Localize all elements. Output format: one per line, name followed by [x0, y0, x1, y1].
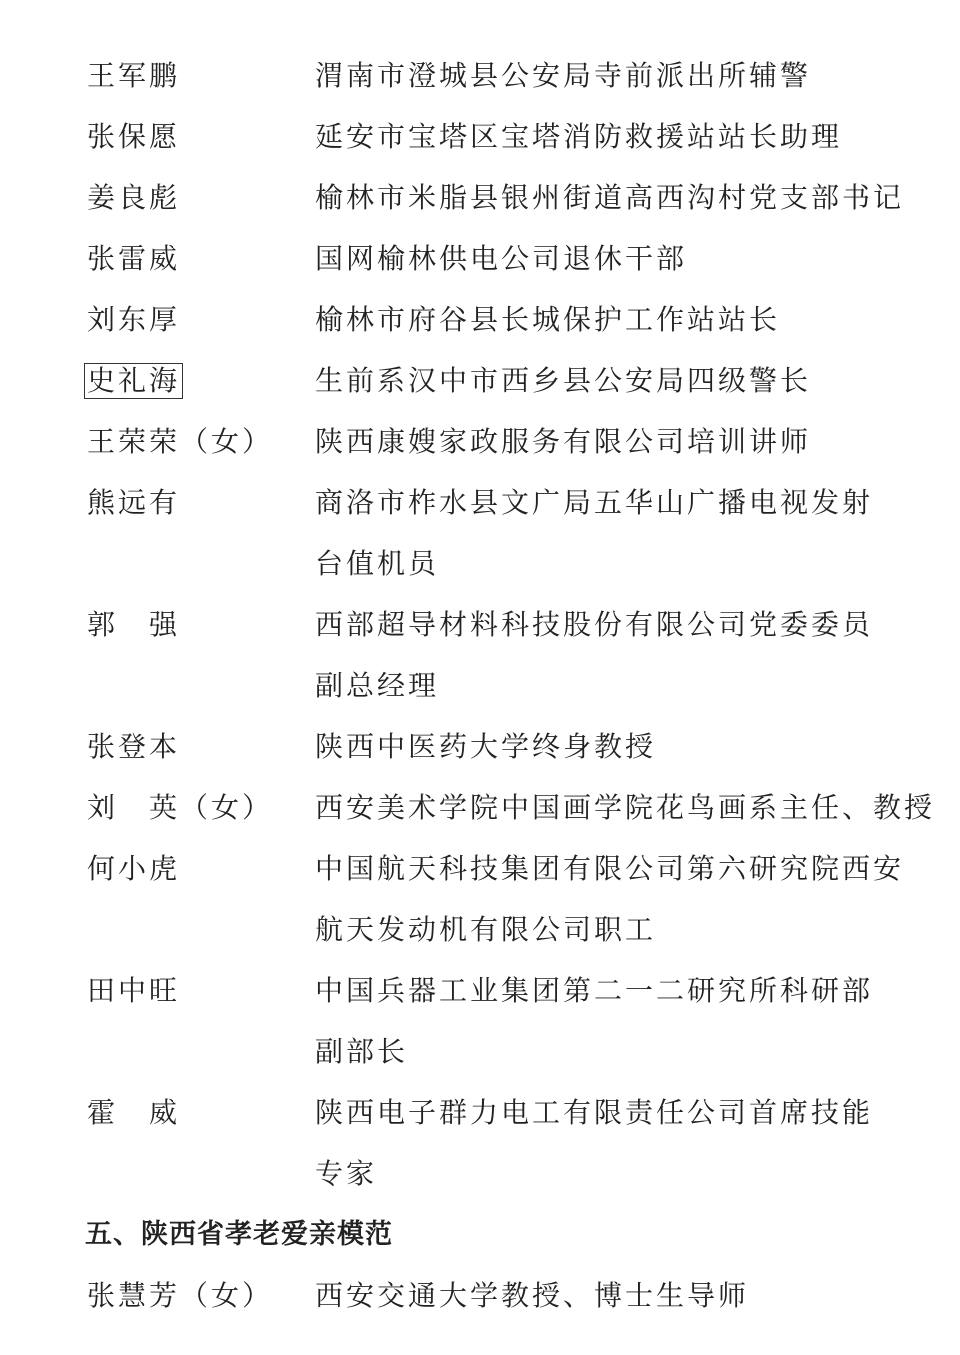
honoree-name-text: 王荣荣（女）	[87, 425, 274, 458]
honoree-name	[87, 289, 180, 350]
honoree-description: 西部超导材料科技股份有限公司党委委员	[315, 608, 874, 641]
list-item	[0, 350, 960, 411]
list-item	[0, 777, 960, 838]
honoree-name-text: 王军鹏	[87, 59, 181, 92]
honoree-name	[87, 1265, 273, 1326]
honoree-name-text: 姜良彪	[87, 181, 181, 214]
honoree-name-text: 熊远有	[87, 486, 181, 519]
honoree-name-text: 张慧芳（女）	[87, 1279, 274, 1312]
honoree-name-text: 史礼海	[84, 363, 183, 399]
honoree-description: 陕西康嫂家政服务有限公司培训讲师	[315, 425, 812, 458]
honoree-name-text: 田中旺	[87, 974, 181, 1007]
honoree-description: 陕西电子群力电工有限责任公司首席技能	[315, 1096, 874, 1129]
honoree-description: 台值机员	[315, 547, 440, 580]
document-page	[0, 45, 960, 1326]
honoree-description: 中国兵器工业集团第二一二研究所科研部	[315, 974, 874, 1007]
section-heading: 五、陕西省孝老爱亲模范	[85, 1219, 393, 1250]
honoree-name	[87, 716, 180, 777]
honoree-name	[87, 960, 180, 1021]
list-item	[0, 472, 960, 594]
list-item	[0, 228, 960, 289]
honoree-name-text: 何小虎	[87, 852, 181, 885]
honoree-name	[87, 228, 180, 289]
honoree-description: 西安美术学院中国画学院花鸟画系主任、教授	[315, 791, 936, 824]
honoree-name	[87, 167, 180, 228]
list-item	[0, 594, 960, 716]
list-item	[0, 167, 960, 228]
honoree-description: 副总经理	[315, 669, 440, 702]
honoree-name-text: 刘东厚	[87, 303, 181, 336]
honoree-description: 商洛市柞水县文广局五华山广播电视发射	[315, 486, 874, 519]
honoree-description: 榆林市府谷县长城保护工作站站长	[315, 303, 781, 336]
honoree-list-section-5	[0, 1265, 960, 1326]
honoree-description: 渭南市澄城县公安局寺前派出所辅警	[315, 59, 812, 92]
honoree-name-text: 张保愿	[87, 120, 181, 153]
honoree-name	[87, 106, 180, 167]
honoree-description: 生前系汉中市西乡县公安局四级警长	[315, 364, 812, 397]
honoree-description: 榆林市米脂县银州街道高西沟村党支部书记	[315, 181, 905, 214]
honoree-name	[87, 45, 180, 106]
honoree-description: 中国航天科技集团有限公司第六研究院西安	[315, 852, 905, 885]
honoree-description: 陕西中医药大学终身教授	[315, 730, 657, 763]
honoree-name	[87, 411, 273, 472]
list-item	[0, 1082, 960, 1204]
list-item	[0, 106, 960, 167]
list-item	[0, 838, 960, 960]
honoree-name-text: 霍 威	[87, 1096, 181, 1129]
honoree-description: 专家	[315, 1157, 378, 1190]
list-item	[0, 716, 960, 777]
honoree-name	[87, 350, 183, 411]
honoree-description: 国网榆林供电公司退休干部	[315, 242, 688, 275]
list-item	[0, 960, 960, 1082]
honoree-name	[87, 594, 180, 655]
honoree-name	[87, 838, 180, 899]
honoree-description: 航天发动机有限公司职工	[315, 913, 657, 946]
honoree-name	[87, 1082, 180, 1143]
list-item	[0, 411, 960, 472]
honoree-description: 副部长	[315, 1035, 409, 1068]
honoree-list	[0, 45, 960, 1204]
honoree-name-text: 张登本	[87, 730, 181, 763]
honoree-name	[87, 472, 180, 533]
list-item	[0, 1265, 960, 1326]
honoree-name-text: 刘 英（女）	[87, 791, 274, 824]
honoree-name-text: 张雷威	[87, 242, 181, 275]
list-item	[0, 45, 960, 106]
honoree-name	[87, 777, 273, 838]
honoree-name-text: 郭 强	[87, 608, 181, 641]
honoree-description: 延安市宝塔区宝塔消防救援站站长助理	[315, 120, 843, 153]
list-item	[0, 289, 960, 350]
honoree-description: 西安交通大学教授、博士生导师	[315, 1279, 750, 1312]
